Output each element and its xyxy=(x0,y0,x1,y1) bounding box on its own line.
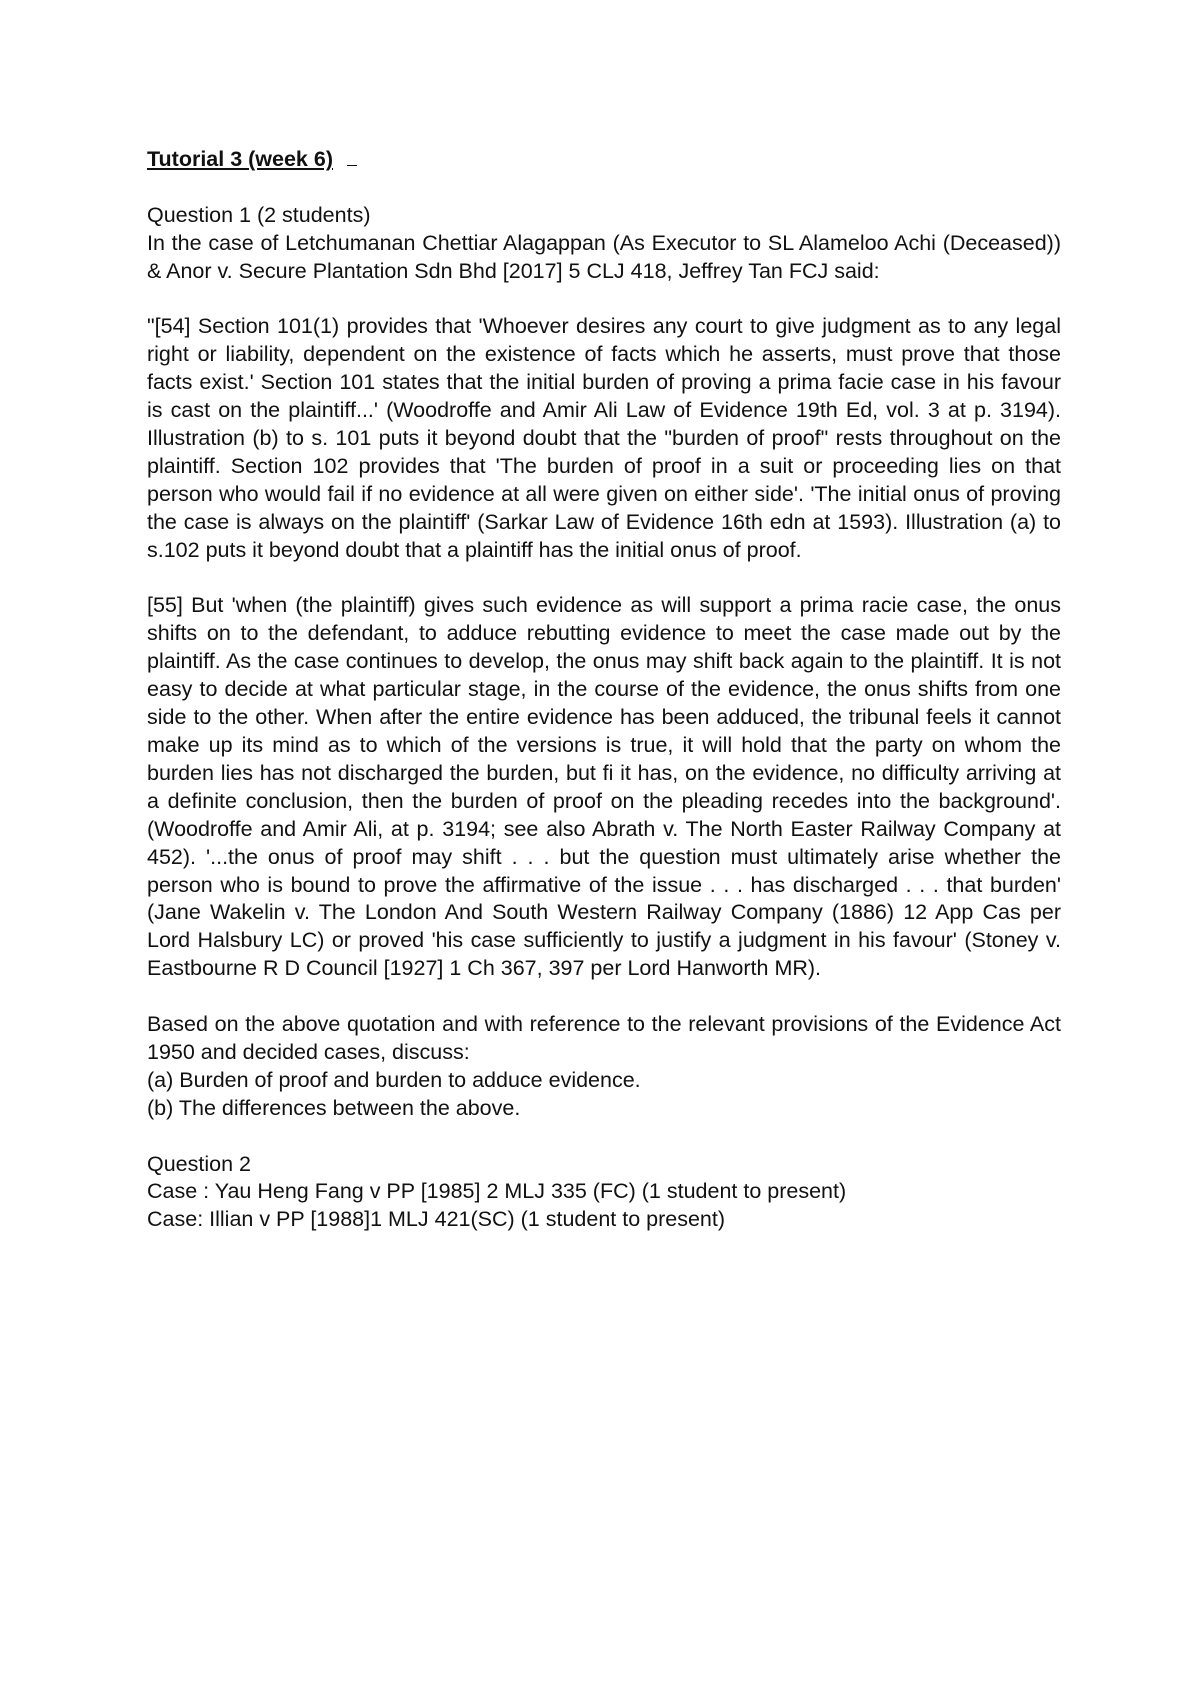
spacer xyxy=(147,286,1061,314)
question-1-heading: Question 1 (2 students) xyxy=(147,202,371,227)
document-page xyxy=(147,146,1061,1234)
question-1-task: Based on the above quotation and with reference to the relevant provisions of the Evidence Act 1950 and decided cases, discuss: xyxy=(147,1012,1061,1064)
spacer xyxy=(147,1123,1061,1151)
question-1-intro: In the case of Letchumanan Chettiar Alagappan (As Executor to SL Alameloo Achi (Deceased)) & Anor v. Secure Plantation Sdn Bhd [2017] 5 CLJ 418, Jeffrey Tan FCJ said: xyxy=(147,230,1061,283)
question-1-task-a: (a) Burden of proof and burden to adduce evidence. xyxy=(147,1067,641,1092)
question-2-heading: Question 2 xyxy=(147,1151,251,1176)
document-title: Tutorial 3 (week 6) xyxy=(147,147,333,171)
quotation-paragraph-54: "[54] Section 101(1) provides that 'Whoever desires any court to give judgment as to any legal right or liability, dependent on the existence of facts which he asserts, must prove that those facts exist.' Section 101 states that the initial burden of proving a prima facie case in his favour is cast on the plaintiff...' (Woodroffe and Amir Ali Law of Evidence 19th Ed, vol. 3 at p. 3194). Illustration (b) to s. 101 puts it beyond doubt that the "burden of proof" rests throughout on the plaintiff. Section 102 provides that 'The burden of proof in a suit or proceeding lies on that person who would fail if no evidence at all were given on either side'. 'The initial onus of proving the case is always on the plaintiff' (Sarkar Law of Evidence 16th edn at 1593). Illustration (a) to s.102 puts it beyond doubt that a plaintiff has the initial onus of proof. xyxy=(147,314,1061,562)
question-2 xyxy=(147,1151,1061,1235)
spacer xyxy=(147,565,1061,593)
question-2-case-2: Case: Illian v PP [1988]1 MLJ 421(SC) (1 student to present) xyxy=(147,1207,726,1232)
spacer xyxy=(147,174,1061,202)
question-1 xyxy=(147,202,1061,1123)
question-2-case-1: Case : Yau Heng Fang v PP [1985] 2 MLJ 335 (FC) (1 student to present) xyxy=(147,1179,847,1204)
title-underline-trail xyxy=(347,147,357,166)
quotation-paragraph-55: [55] But 'when (the plaintiff) gives such evidence as will support a prima racie case, the onus shifts on to the defendant, to adduce rebutting evidence to meet the case made out by the plaintiff. As the case continues to develop, the onus may shift back again to the plaintiff. It is not easy to decide at what particular stage, in the course of the evidence, the onus shifts from one side to the other. When after the entire evidence has been adduced, the tribunal feels it cannot make up its mind as to which of the versions is true, it will hold that the party on whom the burden lies has not discharged the burden, but fi it has, on the evidence, no difficulty arriving at a definite conclusion, then the burden of proof on the pleading recedes into the background'. (Woodroffe and Amir Ali, at p. 3194; see also Abrath v. The North Easter Railway Company at 452). '...the onus of proof may shift . . . but the question must ultimately arise whether the person who is bound to prove the affirmative of the issue . . . has discharged . . . that burden' (Jane Wakelin v. The London And South Western Railway Company (1886) 12 App Cas per Lord Halsbury LC) or proved 'his case sufficiently to justify a judgment in his favour' (Stoney v. Eastbourne R D Council [1927] 1 Ch 367, 397 per Lord Hanworth MR). xyxy=(147,593,1061,981)
question-1-task-b: (b) The differences between the above. xyxy=(147,1095,521,1120)
spacer xyxy=(147,983,1061,1011)
title-row xyxy=(147,146,1061,174)
